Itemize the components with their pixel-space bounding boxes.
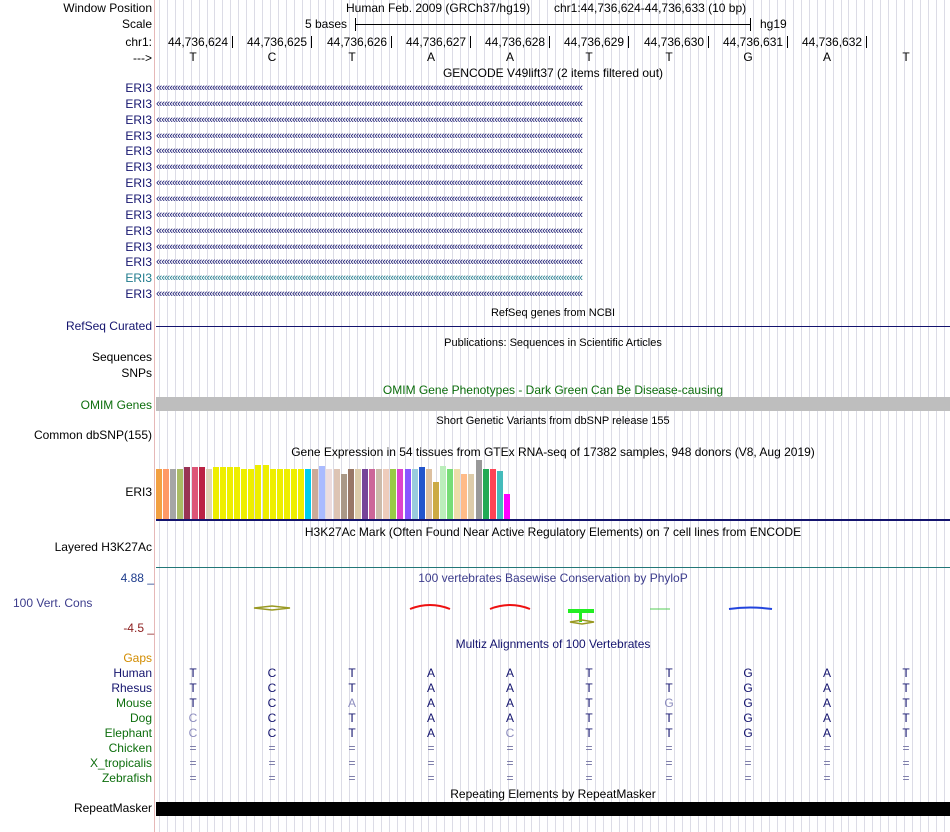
coordinate-label: 44,736,628 [485, 35, 546, 49]
gtex-tissue-bar[interactable] [440, 466, 446, 519]
alignment-base: C [267, 681, 277, 695]
coordinate-label: 44,736,629 [564, 35, 625, 49]
gencode-transcript[interactable]: ‹‹‹‹‹‹‹‹‹‹‹‹‹‹‹‹‹‹‹‹‹‹‹‹‹‹‹‹‹‹‹‹‹‹‹‹‹‹‹‹‹‹‹‹‹‹‹‹‹‹‹‹‹‹‹‹‹‹‹‹‹‹‹‹‹‹‹‹‹‹‹‹‹‹‹‹‹‹‹‹‹‹‹‹‹‹‹‹‹‹‹‹‹‹‹‹‹‹‹‹‹‹‹‹‹‹‹‹‹‹‹‹‹‹‹‹‹‹‹‹‹‹‹‹‹‹‹‹‹‹‹‹‹‹‹‹‹‹‹‹‹‹‹‹‹‹‹‹‹‹‹‹‹‹‹‹‹‹‹‹ [156, 256, 583, 268]
alignment-base: = [744, 756, 752, 770]
alignment-base: T [585, 681, 593, 695]
alignment-base: C [267, 711, 277, 725]
gtex-tissue-bar[interactable] [277, 469, 283, 519]
alignment-base: A [347, 696, 356, 710]
alignment-base: T [585, 726, 593, 740]
h3k27ac-baseline [156, 567, 950, 568]
alignment-base: C [267, 666, 277, 680]
alignment-base: C [188, 726, 198, 740]
alignment-base: = [665, 741, 673, 755]
phylop-score-5 [490, 605, 530, 609]
species-label[interactable]: Chicken [108, 741, 152, 755]
reference-base: A [426, 50, 435, 64]
h3k27ac-title[interactable]: H3K27Ac Mark (Often Found Near Active Regulatory Elements) on 7 cell lines from ENCODE [304, 525, 802, 539]
alignment-base: = [665, 756, 673, 770]
coordinate-label: 44,736,627 [406, 35, 467, 49]
gtex-tissue-bar[interactable] [334, 469, 340, 519]
gencode-transcript[interactable]: ‹‹‹‹‹‹‹‹‹‹‹‹‹‹‹‹‹‹‹‹‹‹‹‹‹‹‹‹‹‹‹‹‹‹‹‹‹‹‹‹‹‹‹‹‹‹‹‹‹‹‹‹‹‹‹‹‹‹‹‹‹‹‹‹‹‹‹‹‹‹‹‹‹‹‹‹‹‹‹‹‹‹‹‹‹‹‹‹‹‹‹‹‹‹‹‹‹‹‹‹‹‹‹‹‹‹‹‹‹‹‹‹‹‹‹‹‹‹‹‹‹‹‹‹‹‹‹‹‹‹‹‹‹‹‹‹‹‹‹‹‹‹‹‹‹‹‹‹‹‹‹‹‹‹‹‹‹‹‹‹ [156, 161, 583, 173]
alignment-base: = [268, 771, 276, 785]
alignment-base: T [902, 696, 910, 710]
gencode-transcript-label[interactable]: ERI3 [125, 81, 152, 95]
gtex-tissue-bar[interactable] [255, 465, 261, 519]
alignment-base: = [348, 756, 356, 770]
gencode-transcript[interactable]: ‹‹‹‹‹‹‹‹‹‹‹‹‹‹‹‹‹‹‹‹‹‹‹‹‹‹‹‹‹‹‹‹‹‹‹‹‹‹‹‹‹‹‹‹‹‹‹‹‹‹‹‹‹‹‹‹‹‹‹‹‹‹‹‹‹‹‹‹‹‹‹‹‹‹‹‹‹‹‹‹‹‹‹‹‹‹‹‹‹‹‹‹‹‹‹‹‹‹‹‹‹‹‹‹‹‹‹‹‹‹‹‹‹‹‹‹‹‹‹‹‹‹‹‹‹‹‹‹‹‹‹‹‹‹‹‹‹‹‹‹‹‹‹‹‹‹‹‹‹‹‹‹‹‹‹‹‹‹‹‹ [156, 82, 583, 94]
gtex-tissue-bar[interactable] [454, 469, 460, 519]
phylop-score-4 [410, 605, 450, 609]
h3k27ac-label[interactable]: Layered H3K27Ac [54, 540, 152, 554]
gtex-tissue-bar[interactable] [426, 469, 432, 519]
coordinate-tick [787, 36, 788, 48]
repeatmasker-label[interactable]: RepeatMasker [73, 801, 152, 815]
gtex-tissue-bar[interactable] [397, 469, 403, 519]
coordinate-tick [866, 36, 867, 48]
gtex-tissue-bar[interactable] [213, 467, 219, 519]
omim-bar[interactable] [156, 397, 950, 411]
phylop-graph[interactable] [156, 598, 950, 628]
coordinate-label: 44,736,630 [644, 35, 705, 49]
gtex-tissue-bar[interactable] [383, 469, 389, 519]
gtex-tissue-bar[interactable] [504, 494, 510, 519]
dbsnp-title[interactable]: Short Genetic Variants from dbSNP release 155 [436, 415, 670, 427]
species-label[interactable]: X_tropicalis [89, 756, 152, 770]
alignment-base: A [822, 711, 831, 725]
alignment-base: = [902, 771, 910, 785]
alignment-base: T [585, 696, 593, 710]
phylop-min: -4.5 _ [123, 621, 154, 635]
gtex-label[interactable]: ERI3 [125, 485, 152, 499]
alignment-base: T [665, 726, 673, 740]
alignment-base: = [665, 771, 673, 785]
species-label[interactable]: Elephant [104, 726, 152, 740]
gencode-transcript[interactable]: ‹‹‹‹‹‹‹‹‹‹‹‹‹‹‹‹‹‹‹‹‹‹‹‹‹‹‹‹‹‹‹‹‹‹‹‹‹‹‹‹‹‹‹‹‹‹‹‹‹‹‹‹‹‹‹‹‹‹‹‹‹‹‹‹‹‹‹‹‹‹‹‹‹‹‹‹‹‹‹‹‹‹‹‹‹‹‹‹‹‹‹‹‹‹‹‹‹‹‹‹‹‹‹‹‹‹‹‹‹‹‹‹‹‹‹‹‹‹‹‹‹‹‹‹‹‹‹‹‹‹‹‹‹‹‹‹‹‹‹‹‹‹‹‹‹‹‹‹‹‹‹‹‹‹‹‹‹‹‹‹ [156, 272, 583, 284]
alignment-base: C [267, 726, 277, 740]
gencode-transcript-label[interactable]: ERI3 [125, 113, 152, 127]
alignment-base: = [348, 771, 356, 785]
gtex-tissue-bar[interactable] [192, 467, 198, 519]
phylop-title[interactable]: 100 vertebrates Basewise Conservation by PhyloP [418, 571, 688, 585]
alignment-base: A [505, 666, 514, 680]
alignment-base: A [822, 696, 831, 710]
omim-label[interactable]: OMIM Genes [80, 398, 152, 412]
reference-base: C [267, 50, 277, 64]
coordinate-tick [470, 36, 471, 48]
alignment-base: T [348, 666, 356, 680]
alignment-base: T [902, 681, 910, 695]
db-name: hg19 [760, 17, 787, 31]
coordinate-tick [232, 36, 233, 48]
gencode-transcript-label[interactable]: ERI3 [125, 208, 152, 222]
alignment-base: C [267, 696, 277, 710]
phylop-max: 4.88 _ [120, 571, 154, 585]
gencode-transcript-label[interactable]: ERI3 [125, 176, 152, 190]
gtex-baseline [156, 519, 950, 521]
refseq-title[interactable]: RefSeq genes from NCBI [490, 307, 616, 319]
gencode-transcript[interactable]: ‹‹‹‹‹‹‹‹‹‹‹‹‹‹‹‹‹‹‹‹‹‹‹‹‹‹‹‹‹‹‹‹‹‹‹‹‹‹‹‹‹‹‹‹‹‹‹‹‹‹‹‹‹‹‹‹‹‹‹‹‹‹‹‹‹‹‹‹‹‹‹‹‹‹‹‹‹‹‹‹‹‹‹‹‹‹‹‹‹‹‹‹‹‹‹‹‹‹‹‹‹‹‹‹‹‹‹‹‹‹‹‹‹‹‹‹‹‹‹‹‹‹‹‹‹‹‹‹‹‹‹‹‹‹‹‹‹‹‹‹‹‹‹‹‹‹‹‹‹‹‹‹‹‹‹‹‹‹‹‹ [156, 209, 583, 221]
gaps-label[interactable]: Gaps [123, 651, 152, 665]
gencode-transcript[interactable]: ‹‹‹‹‹‹‹‹‹‹‹‹‹‹‹‹‹‹‹‹‹‹‹‹‹‹‹‹‹‹‹‹‹‹‹‹‹‹‹‹‹‹‹‹‹‹‹‹‹‹‹‹‹‹‹‹‹‹‹‹‹‹‹‹‹‹‹‹‹‹‹‹‹‹‹‹‹‹‹‹‹‹‹‹‹‹‹‹‹‹‹‹‹‹‹‹‹‹‹‹‹‹‹‹‹‹‹‹‹‹‹‹‹‹‹‹‹‹‹‹‹‹‹‹‹‹‹‹‹‹‹‹‹‹‹‹‹‹‹‹‹‹‹‹‹‹‹‹‹‹‹‹‹‹‹‹‹‹‹‹ [156, 114, 583, 126]
alignment-base: A [426, 711, 435, 725]
coordinate-label: 44,736,625 [247, 35, 308, 49]
strand-label: ---> [133, 51, 152, 65]
coordinate-label: 44,736,631 [723, 35, 784, 49]
alignment-base: = [506, 756, 514, 770]
gencode-transcript-label[interactable]: ERI3 [125, 144, 152, 158]
species-label[interactable]: Rhesus [111, 681, 152, 695]
alignment-base: = [823, 771, 831, 785]
alignment-base: = [823, 756, 831, 770]
alignment-base: = [902, 741, 910, 755]
gencode-transcript-label[interactable]: ERI3 [125, 224, 152, 238]
phylop-score-6 [568, 609, 594, 624]
alignment-base: = [268, 756, 276, 770]
species-label[interactable]: Zebrafish [101, 771, 152, 785]
alignment-base: T [665, 711, 673, 725]
alignment-base: C [505, 726, 515, 740]
gtex-tissue-bar[interactable] [412, 469, 418, 519]
gtex-tissue-bar[interactable] [497, 471, 503, 519]
phylop-label[interactable]: 100 Vert. Cons [13, 596, 93, 610]
gtex-tissue-bar[interactable] [170, 469, 176, 519]
alignment-base: = [268, 741, 276, 755]
alignment-base: A [426, 681, 435, 695]
alignment-base: T [902, 711, 910, 725]
gtex-tissue-bar[interactable] [433, 482, 439, 519]
gtex-tissue-bar[interactable] [206, 469, 212, 519]
alignment-base: = [823, 741, 831, 755]
gtex-tissue-bar[interactable] [461, 474, 467, 519]
gtex-tissue-bar[interactable] [476, 460, 482, 519]
gtex-tissue-bar[interactable] [263, 465, 269, 519]
assembly-name: Human Feb. 2009 (GRCh37/hg19) [346, 1, 531, 15]
reference-base: T [585, 50, 593, 64]
scale-bar-right-tick [750, 18, 751, 31]
species-label[interactable]: Human [113, 666, 152, 680]
alignment-base: G [743, 711, 753, 725]
gtex-tissue-bar[interactable] [341, 474, 347, 519]
species-label[interactable]: Mouse [115, 696, 152, 710]
gtex-tissue-bar[interactable] [298, 469, 304, 519]
alignment-base: = [348, 741, 356, 755]
gtex-tissue-bar[interactable] [405, 469, 411, 519]
alignment-base: T [585, 711, 593, 725]
alignment-base: A [505, 711, 514, 725]
alignment-base: = [585, 771, 593, 785]
alignment-base: = [744, 741, 752, 755]
alignment-base: = [585, 756, 593, 770]
reference-base: T [665, 50, 673, 64]
alignment-base: A [822, 681, 831, 695]
gtex-tissue-bar[interactable] [177, 469, 183, 519]
gtex-tissue-bar[interactable] [241, 469, 247, 519]
reference-base: A [505, 50, 514, 64]
gtex-tissue-bar[interactable] [376, 469, 382, 519]
label-column-divider [154, 0, 155, 832]
repeatmasker-title[interactable]: Repeating Elements by RepeatMasker [450, 787, 656, 801]
coordinate-tick [549, 36, 550, 48]
reference-base: G [743, 50, 753, 64]
alignment-base: = [427, 771, 435, 785]
alignment-base: T [585, 666, 593, 680]
alignment-base: T [189, 696, 197, 710]
publications-title[interactable]: Publications: Sequences in Scientific Articles [444, 337, 662, 349]
gtex-tissue-bar[interactable] [305, 469, 311, 519]
window-position-label: Window Position [63, 1, 152, 15]
gencode-transcript-label[interactable]: ERI3 [125, 271, 152, 285]
scale-text: 5 bases [305, 17, 348, 31]
refseq-line [156, 326, 950, 327]
reference-base: A [822, 50, 831, 64]
gtex-tissue-bar[interactable] [156, 469, 162, 519]
alignment-base: G [743, 681, 753, 695]
gtex-tissue-bar[interactable] [227, 467, 233, 519]
gtex-tissue-bar[interactable] [312, 469, 318, 519]
alignment-base: A [426, 666, 435, 680]
gtex-tissue-bar[interactable] [291, 469, 297, 519]
gencode-transcript-label[interactable]: ERI3 [125, 240, 152, 254]
gencode-transcript[interactable]: ‹‹‹‹‹‹‹‹‹‹‹‹‹‹‹‹‹‹‹‹‹‹‹‹‹‹‹‹‹‹‹‹‹‹‹‹‹‹‹‹‹‹‹‹‹‹‹‹‹‹‹‹‹‹‹‹‹‹‹‹‹‹‹‹‹‹‹‹‹‹‹‹‹‹‹‹‹‹‹‹‹‹‹‹‹‹‹‹‹‹‹‹‹‹‹‹‹‹‹‹‹‹‹‹‹‹‹‹‹‹‹‹‹‹‹‹‹‹‹‹‹‹‹‹‹‹‹‹‹‹‹‹‹‹‹‹‹‹‹‹‹‹‹‹‹‹‹‹‹‹‹‹‹‹‹‹‹‹‹‹ [156, 98, 583, 110]
omim-title[interactable]: OMIM Gene Phenotypes - Dark Green Can Be Disease-causing [382, 383, 724, 397]
phylop-score-1 [254, 606, 290, 610]
reference-base: T [348, 50, 356, 64]
alignment-base: = [744, 771, 752, 785]
gencode-transcript-label[interactable]: ERI3 [125, 160, 152, 174]
alignment-base: = [189, 771, 197, 785]
gencode-transcript-label[interactable]: ERI3 [125, 192, 152, 206]
alignment-base: T [665, 666, 673, 680]
alignment-base: A [822, 726, 831, 740]
gtex-tissue-bar[interactable] [447, 469, 453, 519]
alignment-base: A [426, 726, 435, 740]
alignment-base: = [585, 741, 593, 755]
dbsnp-label[interactable]: Common dbSNP(155) [33, 428, 152, 442]
gtex-tissue-bar[interactable] [369, 469, 375, 519]
gtex-tissue-bar[interactable] [390, 469, 396, 519]
alignment-base: T [189, 666, 197, 680]
gtex-tissue-bar[interactable] [184, 467, 190, 519]
alignment-base: T [348, 711, 356, 725]
coordinate-tick [708, 36, 709, 48]
coordinate-label: 44,736,626 [327, 35, 388, 49]
genome-range: chr1:44,736,624-44,736,633 (10 bp) [554, 1, 747, 15]
species-label[interactable]: Dog [129, 711, 152, 725]
alignment-base: = [506, 741, 514, 755]
reference-base: T [902, 50, 910, 64]
coordinate-label: 44,736,632 [802, 35, 863, 49]
gencode-title[interactable]: GENCODE V49lift37 (2 items filtered out) [442, 66, 664, 80]
coordinate-tick [311, 36, 312, 48]
gencode-transcript[interactable]: ‹‹‹‹‹‹‹‹‹‹‹‹‹‹‹‹‹‹‹‹‹‹‹‹‹‹‹‹‹‹‹‹‹‹‹‹‹‹‹‹‹‹‹‹‹‹‹‹‹‹‹‹‹‹‹‹‹‹‹‹‹‹‹‹‹‹‹‹‹‹‹‹‹‹‹‹‹‹‹‹‹‹‹‹‹‹‹‹‹‹‹‹‹‹‹‹‹‹‹‹‹‹‹‹‹‹‹‹‹‹‹‹‹‹‹‹‹‹‹‹‹‹‹‹‹‹‹‹‹‹‹‹‹‹‹‹‹‹‹‹‹‹‹‹‹‹‹‹‹‹‹‹‹‹‹‹‹‹‹‹ [156, 193, 583, 205]
alignment-base: G [664, 696, 674, 710]
alignment-base: = [427, 756, 435, 770]
reference-base: T [189, 50, 197, 64]
alignment-base: T [348, 726, 356, 740]
alignment-base: = [902, 756, 910, 770]
gencode-transcript-label[interactable]: ERI3 [125, 287, 152, 301]
alignment-base: G [743, 696, 753, 710]
gencode-transcript-label[interactable]: ERI3 [125, 255, 152, 269]
alignment-base: = [189, 756, 197, 770]
snps-label[interactable]: SNPs [121, 366, 152, 380]
alignment-base: T [348, 681, 356, 695]
gtex-tissue-bar[interactable] [319, 466, 325, 519]
alignment-base: C [188, 711, 198, 725]
gtex-tissue-bar[interactable] [248, 469, 254, 519]
alignment-base: = [189, 741, 197, 755]
gencode-transcript-label[interactable]: ERI3 [125, 129, 152, 143]
alignment-base: = [506, 771, 514, 785]
scale-label: Scale [121, 17, 152, 31]
gencode-transcript[interactable]: ‹‹‹‹‹‹‹‹‹‹‹‹‹‹‹‹‹‹‹‹‹‹‹‹‹‹‹‹‹‹‹‹‹‹‹‹‹‹‹‹‹‹‹‹‹‹‹‹‹‹‹‹‹‹‹‹‹‹‹‹‹‹‹‹‹‹‹‹‹‹‹‹‹‹‹‹‹‹‹‹‹‹‹‹‹‹‹‹‹‹‹‹‹‹‹‹‹‹‹‹‹‹‹‹‹‹‹‹‹‹‹‹‹‹‹‹‹‹‹‹‹‹‹‹‹‹‹‹‹‹‹‹‹‹‹‹‹‹‹‹‹‹‹‹‹‹‹‹‹‹‹‹‹‹‹‹‹‹‹‹ [156, 130, 583, 142]
refseq-label[interactable]: RefSeq Curated [65, 319, 152, 333]
gencode-transcript[interactable]: ‹‹‹‹‹‹‹‹‹‹‹‹‹‹‹‹‹‹‹‹‹‹‹‹‹‹‹‹‹‹‹‹‹‹‹‹‹‹‹‹‹‹‹‹‹‹‹‹‹‹‹‹‹‹‹‹‹‹‹‹‹‹‹‹‹‹‹‹‹‹‹‹‹‹‹‹‹‹‹‹‹‹‹‹‹‹‹‹‹‹‹‹‹‹‹‹‹‹‹‹‹‹‹‹‹‹‹‹‹‹‹‹‹‹‹‹‹‹‹‹‹‹‹‹‹‹‹‹‹‹‹‹‹‹‹‹‹‹‹‹‹‹‹‹‹‹‹‹‹‹‹‹‹‹‹‹‹‹‹‹ [156, 145, 583, 157]
gtex-tissue-bar[interactable] [220, 467, 226, 519]
gencode-transcript[interactable]: ‹‹‹‹‹‹‹‹‹‹‹‹‹‹‹‹‹‹‹‹‹‹‹‹‹‹‹‹‹‹‹‹‹‹‹‹‹‹‹‹‹‹‹‹‹‹‹‹‹‹‹‹‹‹‹‹‹‹‹‹‹‹‹‹‹‹‹‹‹‹‹‹‹‹‹‹‹‹‹‹‹‹‹‹‹‹‹‹‹‹‹‹‹‹‹‹‹‹‹‹‹‹‹‹‹‹‹‹‹‹‹‹‹‹‹‹‹‹‹‹‹‹‹‹‹‹‹‹‹‹‹‹‹‹‹‹‹‹‹‹‹‹‹‹‹‹‹‹‹‹‹‹‹‹‹‹‹‹‹‹ [156, 241, 583, 253]
phylop-score-8 [729, 608, 772, 610]
gtex-tissue-bar[interactable] [419, 467, 425, 519]
gencode-transcript-label[interactable]: ERI3 [125, 97, 152, 111]
alignment-base: A [822, 666, 831, 680]
gtex-tissue-bar[interactable] [483, 469, 489, 519]
gtex-tissue-bar[interactable] [468, 474, 474, 519]
coordinate-tick [391, 36, 392, 48]
gtex-tissue-bar[interactable] [234, 467, 240, 519]
sequences-label[interactable]: Sequences [91, 350, 152, 364]
alignment-base: A [505, 681, 514, 695]
gtex-tissue-bar[interactable] [284, 469, 290, 519]
scale-bar-left-tick [355, 18, 356, 31]
alignment-base: T [902, 726, 910, 740]
gtex-tissue-bar[interactable] [326, 469, 332, 519]
coordinate-tick [628, 36, 629, 48]
alignment-base: G [743, 666, 753, 680]
chr-label: chr1: [125, 35, 152, 49]
gencode-transcript[interactable]: ‹‹‹‹‹‹‹‹‹‹‹‹‹‹‹‹‹‹‹‹‹‹‹‹‹‹‹‹‹‹‹‹‹‹‹‹‹‹‹‹‹‹‹‹‹‹‹‹‹‹‹‹‹‹‹‹‹‹‹‹‹‹‹‹‹‹‹‹‹‹‹‹‹‹‹‹‹‹‹‹‹‹‹‹‹‹‹‹‹‹‹‹‹‹‹‹‹‹‹‹‹‹‹‹‹‹‹‹‹‹‹‹‹‹‹‹‹‹‹‹‹‹‹‹‹‹‹‹‹‹‹‹‹‹‹‹‹‹‹‹‹‹‹‹‹‹‹‹‹‹‹‹‹‹‹‹‹‹‹‹ [156, 288, 583, 300]
alignment-base: = [427, 741, 435, 755]
alignment-base: T [902, 666, 910, 680]
repeatmasker-bar[interactable] [156, 802, 950, 816]
gtex-tissue-bar[interactable] [348, 469, 354, 519]
gtex-title[interactable]: Gene Expression in 54 tissues from GTEx RNA-seq of 17382 samples, 948 donors (V8, Aug 2019) [291, 445, 815, 459]
gencode-transcript[interactable]: ‹‹‹‹‹‹‹‹‹‹‹‹‹‹‹‹‹‹‹‹‹‹‹‹‹‹‹‹‹‹‹‹‹‹‹‹‹‹‹‹‹‹‹‹‹‹‹‹‹‹‹‹‹‹‹‹‹‹‹‹‹‹‹‹‹‹‹‹‹‹‹‹‹‹‹‹‹‹‹‹‹‹‹‹‹‹‹‹‹‹‹‹‹‹‹‹‹‹‹‹‹‹‹‹‹‹‹‹‹‹‹‹‹‹‹‹‹‹‹‹‹‹‹‹‹‹‹‹‹‹‹‹‹‹‹‹‹‹‹‹‹‹‹‹‹‹‹‹‹‹‹‹‹‹‹‹‹‹‹‹ [156, 177, 583, 189]
gtex-tissue-bar[interactable] [163, 469, 169, 519]
alignment-base: T [189, 681, 197, 695]
coordinate-label: 44,736,624 [168, 35, 229, 49]
gencode-transcript[interactable]: ‹‹‹‹‹‹‹‹‹‹‹‹‹‹‹‹‹‹‹‹‹‹‹‹‹‹‹‹‹‹‹‹‹‹‹‹‹‹‹‹‹‹‹‹‹‹‹‹‹‹‹‹‹‹‹‹‹‹‹‹‹‹‹‹‹‹‹‹‹‹‹‹‹‹‹‹‹‹‹‹‹‹‹‹‹‹‹‹‹‹‹‹‹‹‹‹‹‹‹‹‹‹‹‹‹‹‹‹‹‹‹‹‹‹‹‹‹‹‹‹‹‹‹‹‹‹‹‹‹‹‹‹‹‹‹‹‹‹‹‹‹‹‹‹‹‹‹‹‹‹‹‹‹‹‹‹‹‹‹‹ [156, 225, 583, 237]
gtex-tissue-bar[interactable] [362, 469, 368, 519]
alignment-base: A [426, 696, 435, 710]
scale-bar [355, 24, 751, 25]
gtex-tissue-bar[interactable] [270, 469, 276, 519]
alignment-base: T [665, 681, 673, 695]
gtex-tissue-bar[interactable] [355, 469, 361, 519]
multiz-title[interactable]: Multiz Alignments of 100 Vertebrates [455, 637, 651, 651]
alignment-base: A [505, 696, 514, 710]
gtex-tissue-bar[interactable] [490, 469, 496, 519]
alignment-base: G [743, 726, 753, 740]
gtex-tissue-bar[interactable] [199, 467, 205, 519]
gtex-bar-chart[interactable] [156, 460, 556, 519]
